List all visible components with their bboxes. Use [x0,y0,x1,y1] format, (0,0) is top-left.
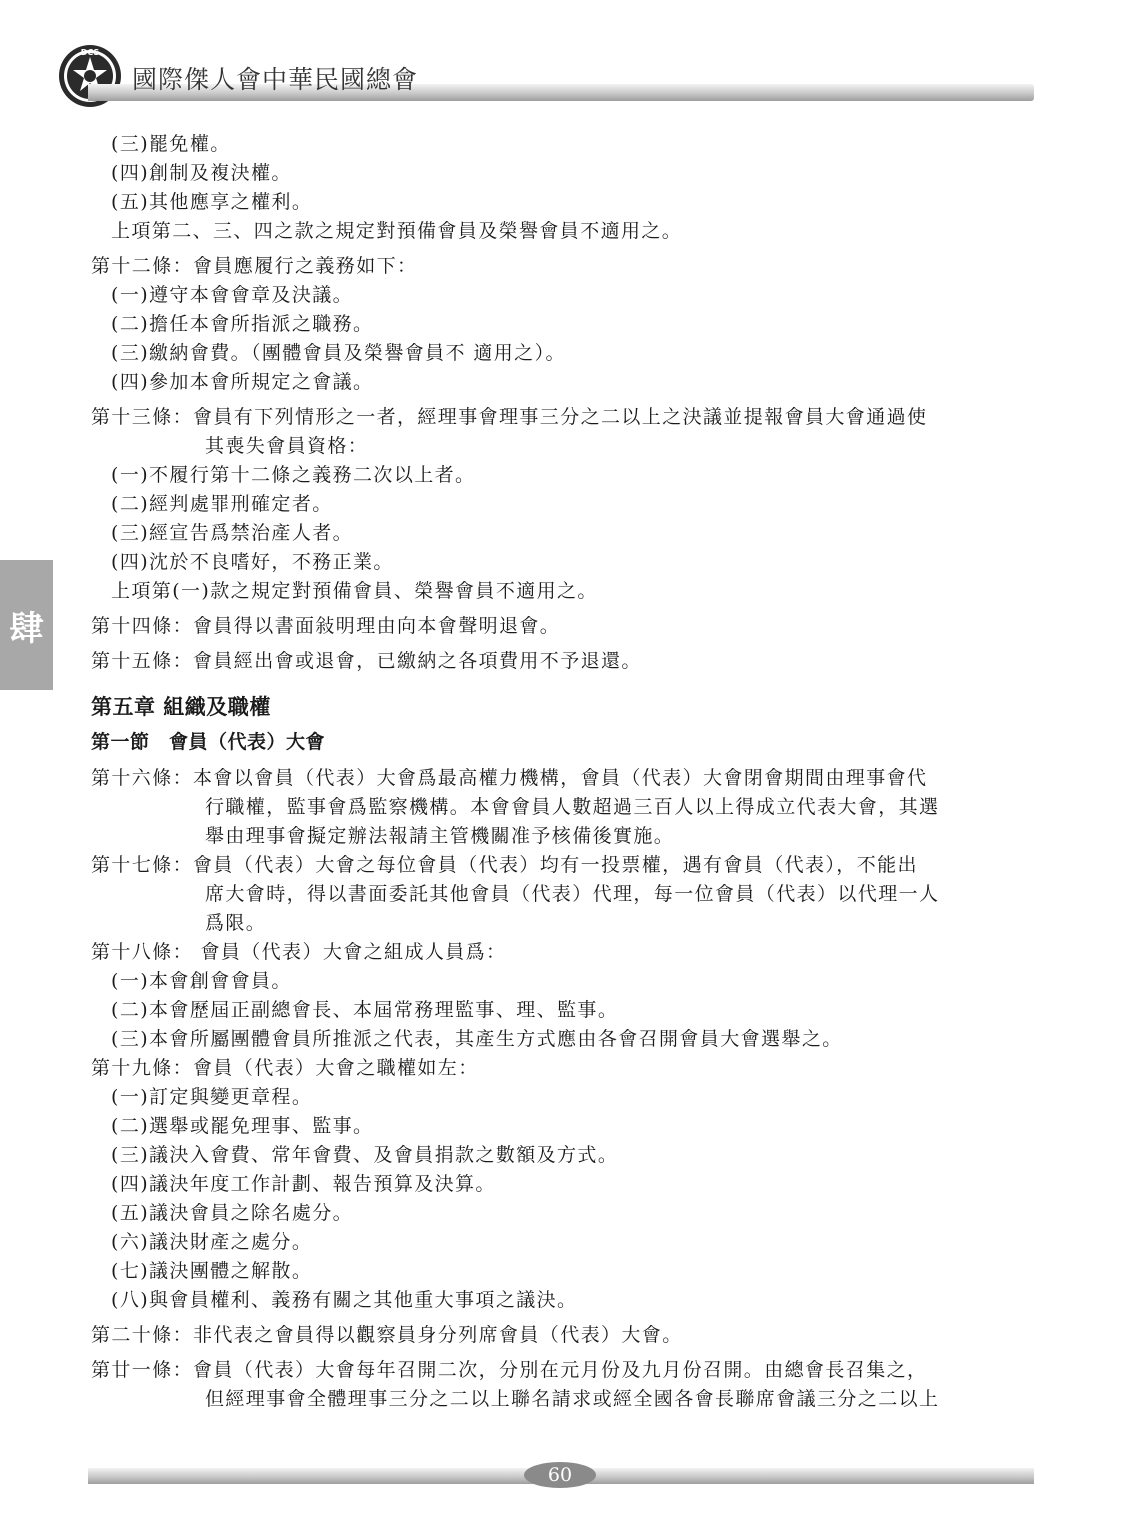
list-item: (五)其他應享之權利。 [111,191,313,213]
document-body [91,130,1031,1414]
header-title: 國際傑人會中華民國總會 [132,65,419,94]
continuation-line: 爲限。 [205,912,267,934]
list-item: (四)議決年度工作計劃、報告預算及決算。 [111,1173,496,1195]
continuation-line: 舉由理事會擬定辦法報請主管機關准予核備後實施。 [205,825,675,847]
list-item: (三)議決入會費、常年會費、及會員捐款之數額及方式。 [111,1144,619,1166]
article-line: 第十五條：會員經出會或退會，已繳納之各項費用不予退還。 [91,650,642,672]
page-header [0,0,1123,110]
list-item: (五)議決會員之除名處分。 [111,1202,354,1224]
list-item: (三)繳納會費。（團體會員及榮譽會員不 適用之）。 [111,342,566,364]
list-item: (二)選舉或罷免理事、監事。 [111,1115,374,1137]
article-line: 第廿一條：會員（代表）大會每年召開二次，分別在元月份及九月份召開。由總會長召集之， [91,1359,928,1381]
list-item: (七)議決團體之解散。 [111,1260,313,1282]
article-line: 第二十條：非代表之會員得以觀察員身分列席會員（代表）大會。 [91,1324,683,1346]
list-item: (一)不履行第十二條之義務二次以上者。 [111,464,476,486]
list-item: (六)議決財產之處分。 [111,1231,313,1253]
continuation-line: 但經理事會全體理事三分之二以上聯名請求或經全國各會長聯席會議三分之二以上 [205,1388,940,1410]
article-line: 第十七條：會員（代表）大會之每位會員（代表）均有一投票權，遇有會員（代表），不能出 [91,854,918,876]
article-line: 第十四條：會員得以書面敍明理由向本會聲明退會。 [91,615,561,637]
article-line: 第十三條：會員有下列情形之一者，經理事會理事三分之二以上之決議並提報會員大會通過使 [91,406,928,428]
list-item: (二)擔任本會所指派之職務。 [111,313,374,335]
list-item: (四)沈於不良嗜好，不務正業。 [111,551,394,573]
logo-text: DCS [80,48,100,57]
section-heading: 第一節 會員（代表）大會 [91,731,326,753]
article-line: 第十八條： 會員（代表）大會之組成人員爲： [91,941,507,963]
chapter-heading: 第五章 組織及職權 [91,695,271,719]
list-item: (一)本會創會會員。 [111,970,292,992]
continuation-line: 行職權，監事會爲監察機構。本會會員人數超過三百人以上得成立代表大會，其選 [205,796,940,818]
article-line: 第十二條：會員應履行之義務如下： [91,255,418,277]
page-number: 60 [524,1462,596,1488]
list-item: (二)本會歷屆正副總會長、本屆常務理監事、理、監事。 [111,999,619,1021]
list-item: (三)罷免權。 [111,133,231,155]
list-item: 上項第(一)款之規定對預備會員、榮譽會員不適用之。 [111,580,598,602]
list-item: (三)經宣告爲禁治產人者。 [111,522,354,544]
list-item: (三)本會所屬團體會員所推派之代表，其產生方式應由各會召開會員大會選舉之。 [111,1028,843,1050]
list-item: 上項第二、三、四之款之規定對預備會員及榮譽會員不適用之。 [111,220,683,242]
article-line: 第十九條：會員（代表）大會之職權如左： [91,1057,479,1079]
continuation-line: 席大會時，得以書面委託其他會員（代表）代理，每一位會員（代表）以代理一人 [205,883,940,905]
list-item: (八)與會員權利、義務有關之其他重大事項之議決。 [111,1289,578,1311]
list-item: (一)遵守本會會章及決議。 [111,284,354,306]
continuation-line: 其喪失會員資格： [205,435,369,457]
list-item: (一)訂定與變更章程。 [111,1086,313,1108]
article-line: 第十六條：本會以會員（代表）大會爲最高權力機構，會員（代表）大會閉會期間由理事會代 [91,767,928,789]
list-item: (四)創制及複決權。 [111,162,292,184]
chapter-side-tab: 肆 [0,560,53,690]
list-item: (二)經判處罪刑確定者。 [111,493,333,515]
list-item: (四)參加本會所規定之會議。 [111,371,374,393]
